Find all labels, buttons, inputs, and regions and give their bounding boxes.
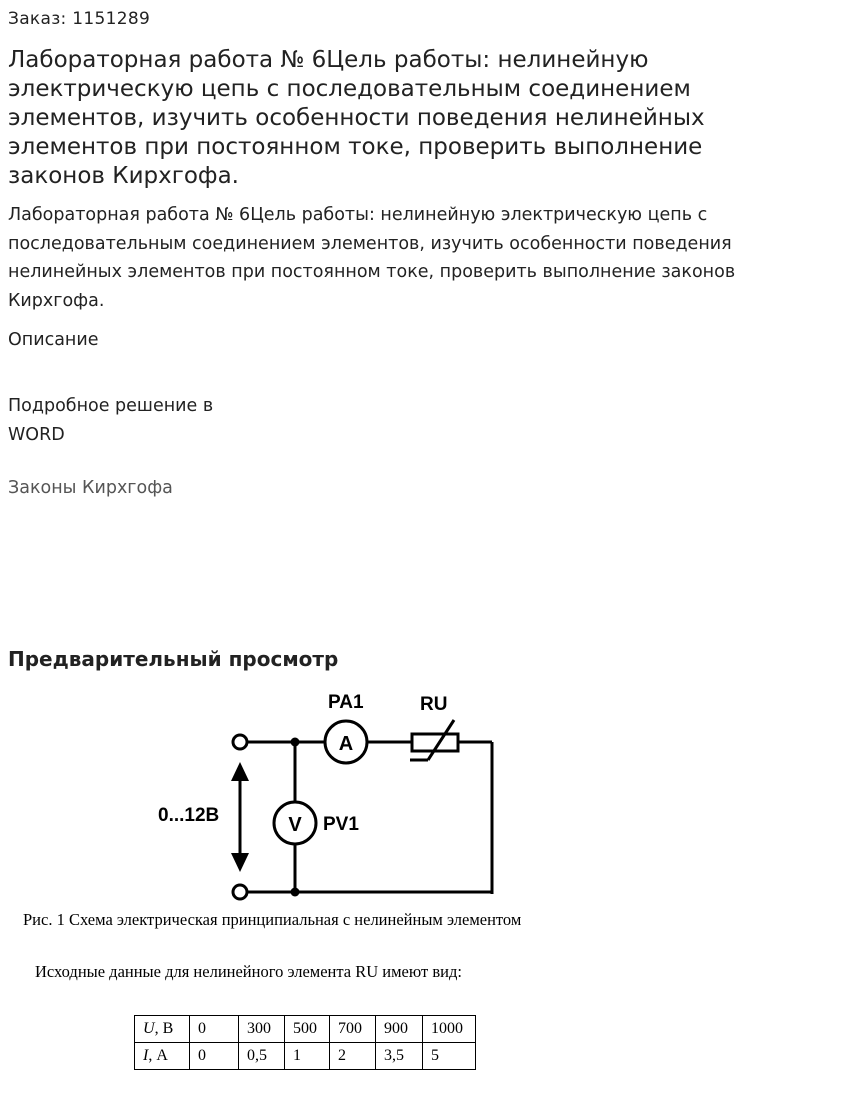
iv-data-table (134, 1015, 476, 1070)
resistor-slash (428, 720, 454, 760)
voltmeter-label: PV1 (323, 814, 359, 835)
terminal-bottom (233, 885, 247, 899)
detail-text: Подробное решение в WORD (8, 396, 214, 445)
ammeter-symbol: A (338, 733, 354, 755)
voltmeter-symbol: V (288, 814, 302, 836)
junction-bottom (291, 888, 300, 897)
arrow-down-icon (231, 853, 249, 872)
table-row-current (135, 1043, 476, 1070)
table-cell: 700 (330, 1016, 376, 1043)
terminal-top (233, 735, 247, 749)
junction-top (291, 738, 300, 747)
table-cell: 0 (190, 1016, 239, 1043)
table-cell: 500 (285, 1016, 330, 1043)
table-cell: 0 (190, 1043, 239, 1070)
table-intro: Исходные данные для нелинейного элемента RU имеют вид: (35, 962, 462, 981)
description-label: Описание (8, 330, 99, 350)
table-cell: 5 (423, 1043, 476, 1070)
page-title: Лабораторная работа № 6Цель работы: нелинейную электрическую цепь с последовательным соединением элементов, изучить особенности поведения нелинейных элементов при постоянном токе, проверить выполнение законов Кирхгофа. (8, 47, 705, 189)
table-cell: 2 (330, 1043, 376, 1070)
table-cell: 900 (376, 1016, 423, 1043)
tag-link-kirchhoff[interactable]: Законы Кирхгофа (8, 478, 173, 498)
table-cell: 0,5 (239, 1043, 285, 1070)
description-text: Лабораторная работа № 6Цель работы: нелинейную электрическую цепь с последовательным соединением элементов, изучить особенности поведения нелинейных элементов при постоянном токе, проверить выполнение законов Кирхгофа. (8, 205, 736, 311)
preview-title: Предварительный просмотр (8, 647, 339, 671)
current-header-cell: I, А (135, 1043, 190, 1070)
figure-caption: Рис. 1 Схема электрическая принципиальная с нелинейным элементом (23, 910, 522, 929)
table-cell: 1000 (423, 1016, 476, 1043)
source-label: 0...12В (158, 805, 220, 826)
voltage-header-cell: U, В (135, 1016, 190, 1043)
order-number: Заказ: 1151289 (8, 9, 151, 29)
arrow-up-icon (231, 762, 249, 781)
table-cell: 1 (285, 1043, 330, 1070)
table-row-voltage (135, 1016, 476, 1043)
table-cell: 300 (239, 1016, 285, 1043)
ammeter-label: PA1 (328, 692, 364, 713)
resistor-label: RU (420, 694, 448, 715)
circuit-diagram (140, 680, 510, 905)
table-cell: 3,5 (376, 1043, 423, 1070)
